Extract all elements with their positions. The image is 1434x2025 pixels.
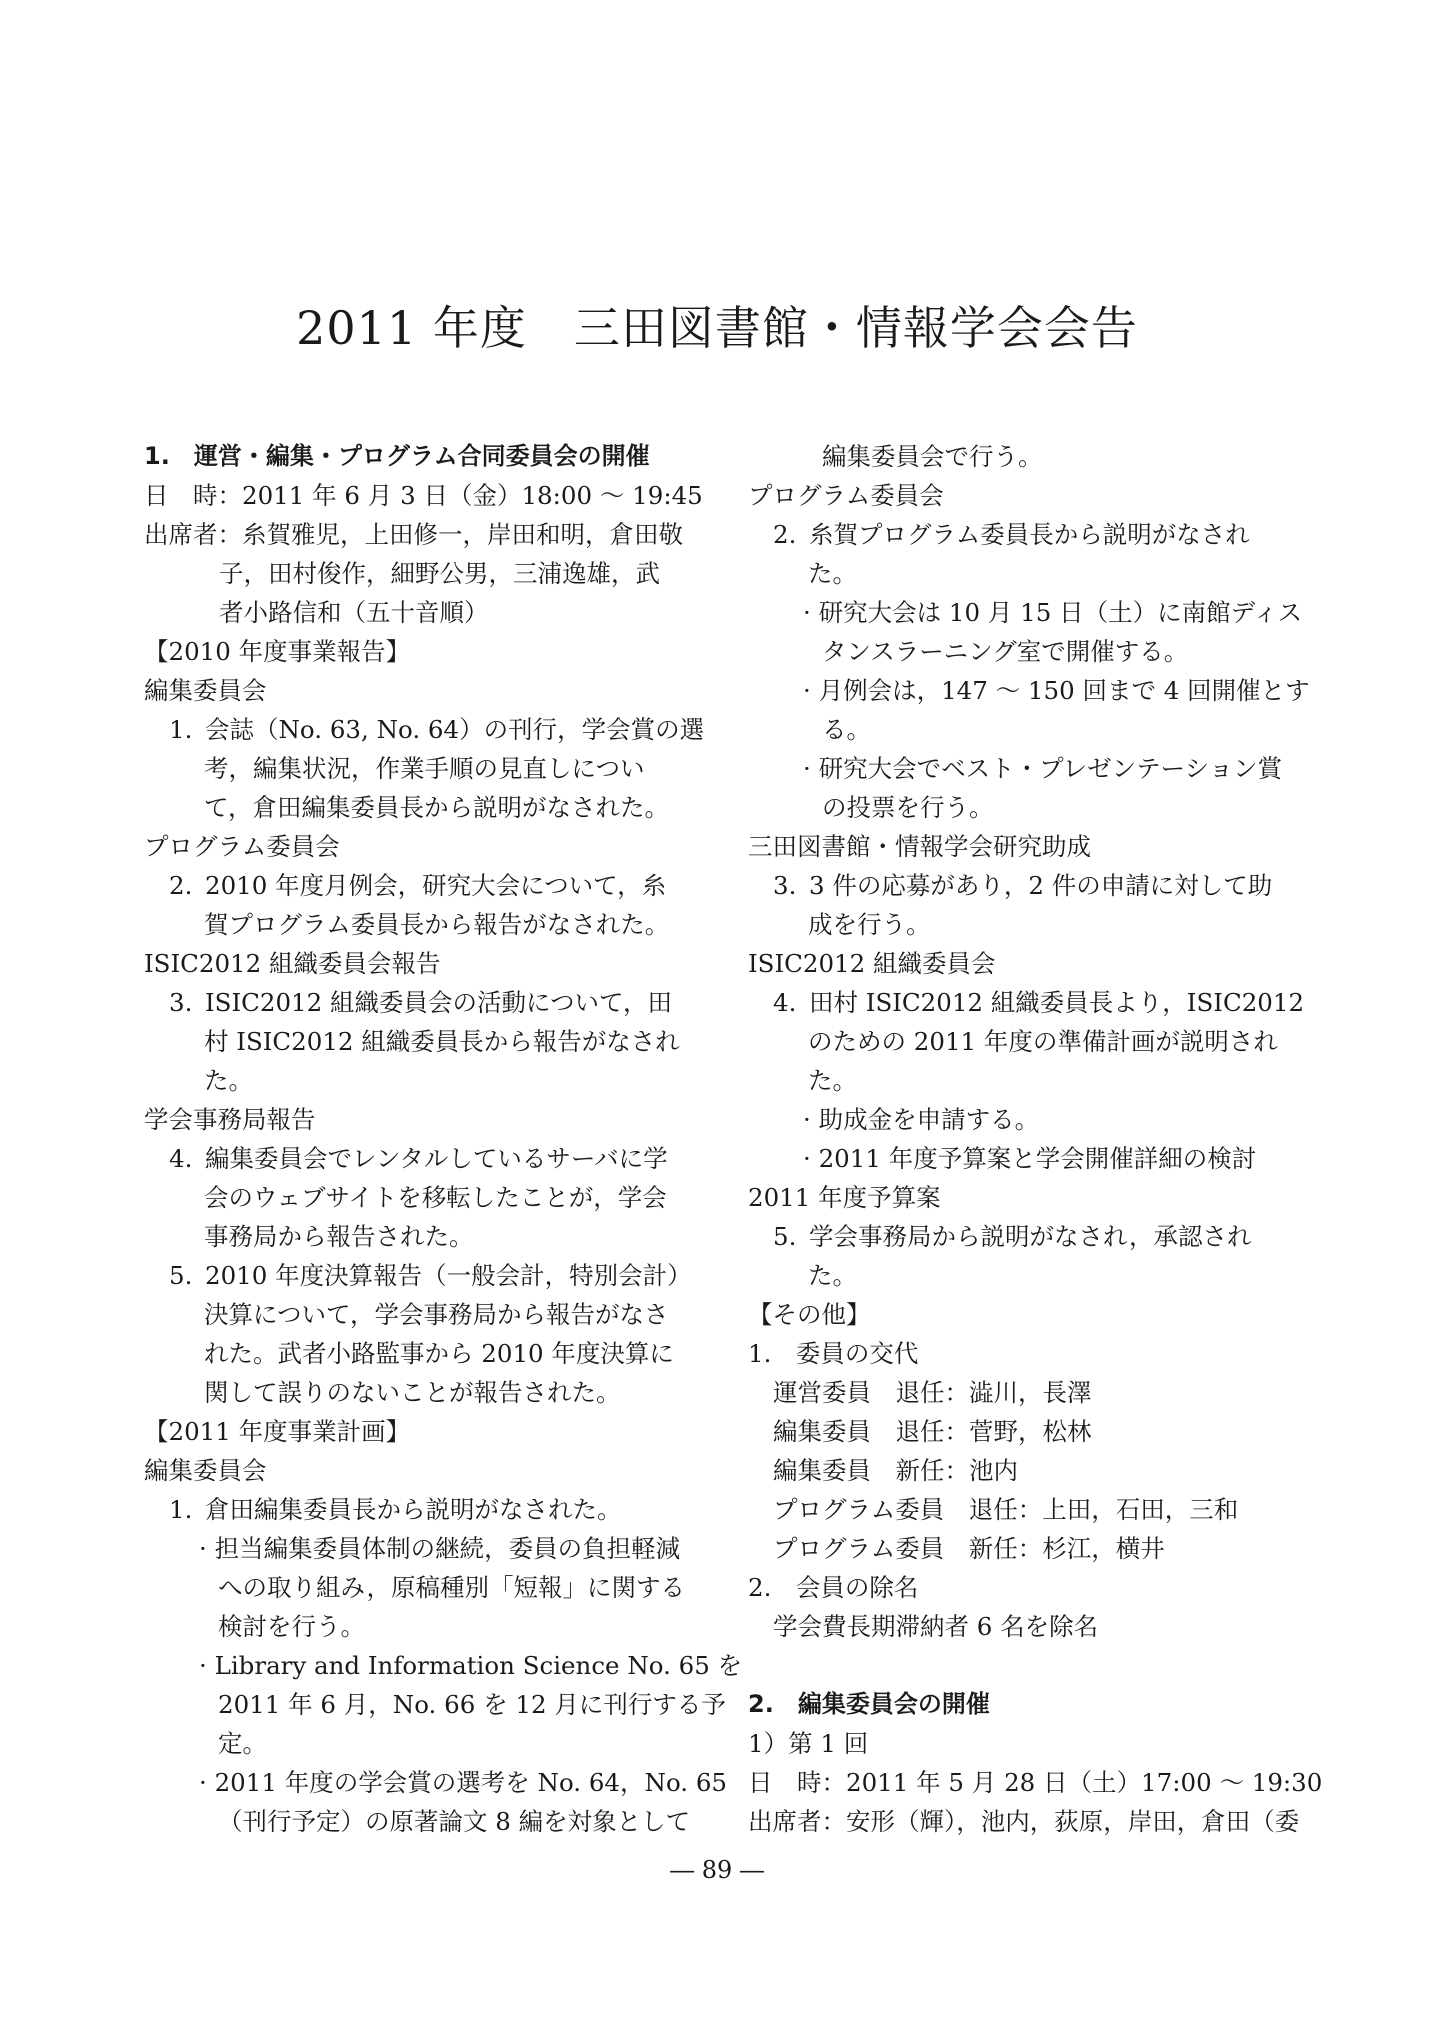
bullet-text: の投票を行う。 bbox=[822, 793, 994, 822]
meeting-number: 1）第 1 回 bbox=[748, 1729, 869, 1758]
item-text: 会のウェブサイトを移転したことが，学会 bbox=[204, 1183, 667, 1212]
right-column bbox=[748, 437, 1323, 1841]
member-change: プログラム委員 新任：杉江，横井 bbox=[773, 1534, 1165, 1563]
item-text: て，倉田編集委員長から説明がなされた。 bbox=[204, 793, 670, 822]
item-text: ISIC2012 組織委員会の活動について，田 bbox=[205, 988, 673, 1017]
item-text: 2010 年度決算報告（一般会計，特別会計） bbox=[205, 1261, 692, 1290]
list-item bbox=[144, 1139, 704, 1178]
section-heading-2: 2. 編集委員会の開催 bbox=[748, 1690, 990, 1718]
bullet-item: · 2011 年度予算案と学会開催詳細の検討 bbox=[803, 1144, 1257, 1173]
item-text: 田村 ISIC2012 組織委員長より，ISIC2012 bbox=[809, 988, 1305, 1017]
item-text: 考，編集状況，作業手順の見直しについ bbox=[204, 754, 645, 783]
bullet-item: · 助成金を申請する。 bbox=[803, 1105, 1040, 1134]
item-text: た。 bbox=[808, 1066, 857, 1095]
item-number: 3. bbox=[773, 871, 797, 900]
list-item: 2. 会員の除名 bbox=[748, 1573, 919, 1602]
item-text: 賀プログラム委員長から報告がなされた。 bbox=[204, 910, 670, 939]
bullet-text: タンスラーニング室で開催する。 bbox=[822, 637, 1189, 666]
meeting-date: 日 時：2011 年 5 月 28 日（土）17:00 ～ 19:30 bbox=[748, 1768, 1323, 1797]
bullet-item: · 研究大会は 10 月 15 日（土）に南館ディス bbox=[803, 598, 1303, 627]
bullet-text: 定。 bbox=[218, 1729, 267, 1758]
member-change: 運営委員 退任：澁川，長澤 bbox=[773, 1378, 1092, 1407]
item-text: 事務局から報告された。 bbox=[204, 1222, 474, 1251]
bullet-text: 2011 年 6 月，No. 66 を 12 月に刊行する予 bbox=[218, 1690, 726, 1719]
bullet-item: · 研究大会でベスト・プレゼンテーション賞 bbox=[803, 754, 1283, 783]
item-text: 3 件の応募があり，2 件の申請に対して助 bbox=[809, 871, 1273, 900]
item-text: 決算について，学会事務局から報告がなさ bbox=[204, 1300, 669, 1329]
committee-label: 学会事務局報告 bbox=[144, 1105, 316, 1134]
committee-label: 2011 年度予算案 bbox=[748, 1183, 941, 1212]
item-text: のための 2011 年度の準備計画が説明され bbox=[808, 1027, 1278, 1056]
committee-label: プログラム委員会 bbox=[748, 481, 944, 510]
bullet-text: 編集委員会で行う。 bbox=[822, 442, 1043, 471]
item-text: 糸賀プログラム委員長から説明がなされ bbox=[809, 520, 1250, 549]
item-text: 会誌（No. 63, No. 64）の刊行，学会賞の選 bbox=[205, 715, 705, 744]
list-item bbox=[144, 1256, 704, 1295]
list-item bbox=[144, 983, 704, 1022]
committee-label: ISIC2012 組織委員会 bbox=[748, 949, 996, 978]
bullet-item: · 2011 年度の学会賞の選考を No. 64，No. 65 bbox=[199, 1768, 728, 1797]
item-number: 1. bbox=[169, 715, 193, 744]
list-item bbox=[144, 710, 704, 749]
item-text: 倉田編集委員長から説明がなされた。 bbox=[205, 1495, 622, 1524]
item-text: 村 ISIC2012 組織委員長から報告がなされ bbox=[204, 1027, 680, 1056]
member-change: プログラム委員 退任：上田，石田，三和 bbox=[773, 1495, 1239, 1524]
list-item bbox=[748, 515, 1310, 554]
item-number: 2. bbox=[169, 871, 193, 900]
meeting-date: 日 時：2011 年 6 月 3 日（金）18:00 ～ 19:45 bbox=[144, 481, 703, 510]
bullet-text: る。 bbox=[822, 715, 871, 744]
item-text: 編集委員会でレンタルしているサーバに学 bbox=[205, 1144, 668, 1173]
subsection-heading: 【2011 年度事業計画】 bbox=[144, 1417, 411, 1446]
item-text: た。 bbox=[808, 1261, 857, 1290]
bullet-item: · 月例会は，147 ～ 150 回まで 4 回開催とす bbox=[803, 676, 1310, 705]
left-column bbox=[144, 437, 743, 1841]
item-number: 3. bbox=[169, 988, 193, 1017]
list-item bbox=[144, 1490, 704, 1529]
list-item bbox=[748, 866, 1310, 905]
page-title: 2011 年度 三田図書館・情報学会会告 bbox=[296, 301, 1138, 355]
item-text: 関して誤りのないことが報告された。 bbox=[204, 1378, 621, 1407]
member-change: 編集委員 新任：池内 bbox=[773, 1456, 1018, 1485]
committee-label: 編集委員会 bbox=[144, 1456, 267, 1485]
attendees-line: 子，田村俊作，細野公男，三浦逸雄，武 bbox=[219, 559, 660, 588]
list-item bbox=[748, 1217, 1310, 1256]
item-number: 5. bbox=[773, 1222, 797, 1251]
list-item bbox=[144, 866, 704, 905]
page-number: ― 89 ― bbox=[670, 1856, 764, 1884]
subsection-heading: 【2010 年度事業報告】 bbox=[144, 637, 411, 666]
item-text: た。 bbox=[204, 1066, 253, 1095]
attendees-line: 出席者：安形（輝），池内，荻原，岸田，倉田（委 bbox=[748, 1807, 1300, 1836]
list-item bbox=[748, 983, 1310, 1022]
item-number: 4. bbox=[773, 988, 797, 1017]
member-removal: 学会費長期滞納者 6 名を除名 bbox=[773, 1612, 1099, 1641]
item-text: れた。武者小路監事から 2010 年度決算に bbox=[204, 1339, 674, 1368]
attendees-line: 出席者：糸賀雅児，上田修一，岸田和明，倉田敬 bbox=[144, 520, 683, 549]
bullet-item: · Library and Information Science No. 65 を bbox=[199, 1651, 743, 1680]
bullet-text: （刊行予定）の原著論文 8 編を対象として bbox=[218, 1807, 691, 1836]
list-item: 1. 委員の交代 bbox=[748, 1339, 919, 1368]
committee-label: ISIC2012 組織委員会報告 bbox=[144, 949, 441, 978]
item-number: 2. bbox=[773, 520, 797, 549]
bullet-text: への取り組み，原稿種別「短報」に関する bbox=[218, 1573, 685, 1602]
attendees-line: 者小路信和（五十音順） bbox=[219, 598, 489, 627]
committee-label: 編集委員会 bbox=[144, 676, 267, 705]
bullet-item: · 担当編集委員体制の継続，委員の負担軽減 bbox=[199, 1534, 681, 1563]
item-number: 1. bbox=[169, 1495, 193, 1524]
item-text: 学会事務局から説明がなされ，承認され bbox=[809, 1222, 1252, 1251]
committee-label: 三田図書館・情報学会研究助成 bbox=[748, 832, 1091, 861]
item-text: 成を行う。 bbox=[808, 910, 931, 939]
committee-label: プログラム委員会 bbox=[144, 832, 340, 861]
spacer bbox=[748, 1646, 1310, 1685]
bullet-text: 検討を行う。 bbox=[218, 1612, 365, 1641]
section-heading-1: 1. 運営・編集・プログラム合同委員会の開催 bbox=[144, 442, 650, 470]
item-number: 4. bbox=[169, 1144, 193, 1173]
member-change: 編集委員 退任：菅野，松林 bbox=[773, 1417, 1092, 1446]
item-number: 5. bbox=[169, 1261, 193, 1290]
item-text: た。 bbox=[808, 559, 857, 588]
subsection-heading: 【その他】 bbox=[748, 1300, 871, 1329]
item-text: 2010 年度月例会，研究大会について，糸 bbox=[205, 871, 667, 900]
